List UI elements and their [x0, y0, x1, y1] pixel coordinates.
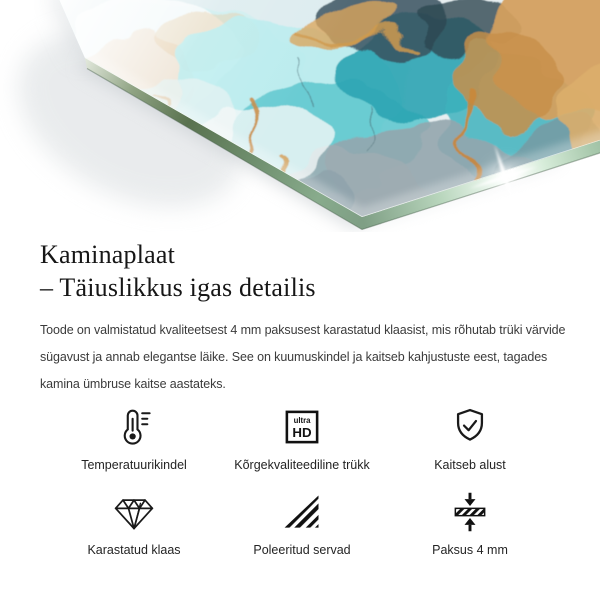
feature-label: Poleeritud servad	[253, 543, 351, 557]
svg-text:HD: HD	[292, 425, 312, 441]
feature-thickness	[386, 489, 554, 558]
ultra-hd-icon	[280, 405, 324, 449]
diamond-icon	[112, 490, 156, 534]
product-hero-image	[0, 0, 600, 232]
thickness-icon	[448, 490, 492, 534]
feature-label: Kõrgekvaliteediline trükk	[234, 458, 370, 472]
glass-panel-illustration	[0, 0, 600, 232]
feature-grid	[40, 404, 564, 558]
page-title-line1: Kaminaplaat	[40, 240, 176, 269]
feature-tempered-glass	[50, 489, 218, 558]
feature-label: Kaitseb alust	[434, 458, 506, 472]
feature-label: Paksus 4 mm	[432, 543, 508, 557]
svg-text:ultra: ultra	[293, 415, 311, 425]
page-title-line2: – Täiuslikkus igas detailis	[40, 273, 316, 302]
feature-polished-edges	[218, 489, 386, 558]
feature-protects-base	[386, 404, 554, 473]
thermometer-icon	[112, 405, 156, 449]
feature-label: Temperatuurikindel	[81, 458, 187, 472]
feature-label: Karastatud klaas	[87, 543, 181, 557]
description-line: kamina ümbruse kaitse aastateks.	[40, 377, 226, 391]
product-description	[40, 317, 564, 398]
feature-temperature	[50, 404, 218, 473]
polished-edges-icon	[280, 490, 324, 534]
description-line: sügavust ja annab elegantse läike. See on kuumuskindel ja kaitseb kahjustuste eest, tagades	[40, 350, 548, 364]
feature-print-quality	[218, 404, 386, 473]
shield-check-icon	[448, 405, 492, 449]
product-info-section	[0, 232, 600, 558]
description-line: Toode on valmistatud kvaliteetsest 4 mm paksusest karastatud klaasist, mis rõhutab trüki värvide	[40, 323, 566, 337]
page-title	[40, 238, 564, 304]
